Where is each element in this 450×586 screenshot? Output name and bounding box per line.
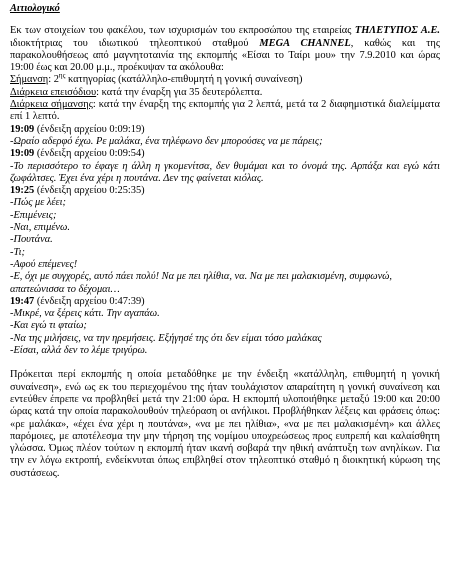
section-heading: Αιτιολογικό — [10, 3, 60, 14]
quote-line: -Πώς με λέει; — [10, 197, 66, 209]
quote-line: -Να της μιλήσεις, να την ηρεμήσεις. Εξήγησέ της ότι δεν είμαι τόσο μαλάκας — [10, 332, 322, 344]
timestamp-time: 19:25 — [10, 185, 35, 197]
timestamp-2 — [10, 148, 440, 160]
duration-label: Διάρκεια επεισόδιου — [10, 86, 97, 98]
timestamp-1 — [10, 124, 440, 136]
rating-line — [10, 74, 440, 86]
intro-text-1: Εκ των στοιχείων του φακέλου, των ισχυρισμών του εκπροσώπου της εταιρείας — [10, 25, 355, 37]
quote-line: -Μικρέ, να ξέρεις κάτι. Την αγαπάω. — [10, 308, 160, 320]
timestamp-note: (ένδειξη αρχείου 0:09:54) — [34, 148, 145, 160]
duration-sign-label: Διάρκεια σήμανσης — [10, 99, 93, 111]
timestamp-4 — [10, 296, 440, 308]
rating-sup: ης — [58, 72, 66, 81]
station-name: MEGA CHANNEL — [259, 37, 351, 49]
intro-paragraph — [10, 25, 440, 74]
duration-sign-value: : κατά την έναρξη της εκπομπής για 2 λεπτά, μετά τα 2 διαφημιστικά διαλείμματα επί 1 λεπτό. — [10, 99, 440, 123]
company-name: ΤΗΛΕΤΥΠΟΣ Α.Ε. — [354, 25, 440, 37]
quote-line: -Πουτάνα. — [10, 234, 53, 246]
duration-value: : κατά την έναρξη για 35 δευτερόλεπτα. — [96, 86, 263, 98]
quote-line: -Ναι, επιμένω. — [10, 222, 70, 234]
intro-text-3: , καθώς και της παρακολουθήσεως από μαγνητοταινία της εκπομπής «Είσαι το Ταίρι μου» την 7.9.2010 και ώρας 19:00 έως και 20.00 μ.μ., προέκυψαν τα ακόλουθα: — [10, 37, 440, 74]
rating-rest: κατηγορίας (κατάλληλο-επιθυμητή η γονική συναίνεση) — [65, 74, 303, 86]
quote-line: -Είσαι, αλλά δεν το λέμε τριγύρω. — [10, 345, 148, 357]
quote-line: -Ε, όχι με συγχορές, αυτό πάει πολύ! Να με πει ηλίθια, να. Να με πει μαλακισμένη, συμφωνώ, απατεώνισσα το δέχομαι… — [10, 271, 393, 295]
timestamp-time: 19:09 — [10, 123, 35, 135]
duration-line — [10, 87, 440, 99]
quote-1: -Ωραίο αδερφό έχω. Ρε μαλάκα, ένα τηλέφωνο δεν μπορούσες να με πάρεις; — [10, 135, 323, 147]
timestamp-note: (ένδειξη αρχείου 0:47:39) — [34, 295, 145, 307]
intro-text-2: ιδιοκτήτριας του ιδιωτικού τηλεοπτικού σταθμού — [10, 37, 260, 49]
timestamp-note: (ένδειξη αρχείου 0:09:19) — [34, 123, 145, 135]
quote-line: -Αφού επέμενες! — [10, 258, 78, 270]
quote-line: -Τι; — [10, 246, 26, 258]
timestamp-time: 19:09 — [10, 148, 35, 160]
quote-line: -Επιμένεις; — [10, 209, 57, 221]
duration-sign-line — [10, 99, 440, 124]
timestamp-3 — [10, 185, 440, 197]
paragraph-gap — [10, 357, 440, 369]
rating-label: Σήμανση — [10, 74, 49, 86]
quote-2: -Το περισσότερο το έφαγε η άλλη η γκομενίτσα, δεν θυμάμαι και το όνομά της. Αρπάξα και εγώ κάτι ζωφάλτσες. Έχει ένα χέρι η πουτάνα. Δεν της φαίνεται κιόλας. — [10, 160, 440, 184]
rating-num: : 2 — [48, 74, 59, 86]
conclusion-paragraph: Πρόκειται περί εκπομπής η οποία μεταδόθηκε με την ένδειξη «κατάλληλη, επιθυμητή η γονική συναίνεση», ενώ ως εκ του περιεχομένου της ήταν τουλάχιστον απαραίτητη η γονική συναίνεση και εντεύθεν έπρεπε να προβληθεί μετά την 21:00 ώρα. Η εκπομπή υλοποιήθηκε μεταξύ 19:00 και 20:00 ώρας κατά την οποία παρακολουθούν τηλεόραση οι ανήλικοι. Προβλήθηκαν λέξεις και φράσεις όπως: «ρε μαλάκα», «έχει ένα χέρι η πουτάνα», «να με πει ηλίθια», «να με πει μαλακισμένη» και άλλες παρόμοιες, με αποτέλεσμα την μην τήρηση της νομίμου υποχρεώσεως προς ευπρεπή και καλαίσθητη γλώσσα. Όμως πλέον τούτων η εκπομπή ήταν ικανή σοβαρά την ηθική ανάπτυξη των ανηλίκων. Για την εν λόγω εκτροπή, ενδείκνυται όπως επιβληθεί στον τηλεοπτικό σταθμό η διοικητική κύρωση της συστάσεως. — [10, 369, 440, 479]
timestamp-time: 19:47 — [10, 295, 35, 307]
timestamp-note: (ένδειξη αρχείου 0:25:35) — [34, 185, 145, 197]
quote-line: -Και εγώ τι φταίω; — [10, 320, 87, 332]
